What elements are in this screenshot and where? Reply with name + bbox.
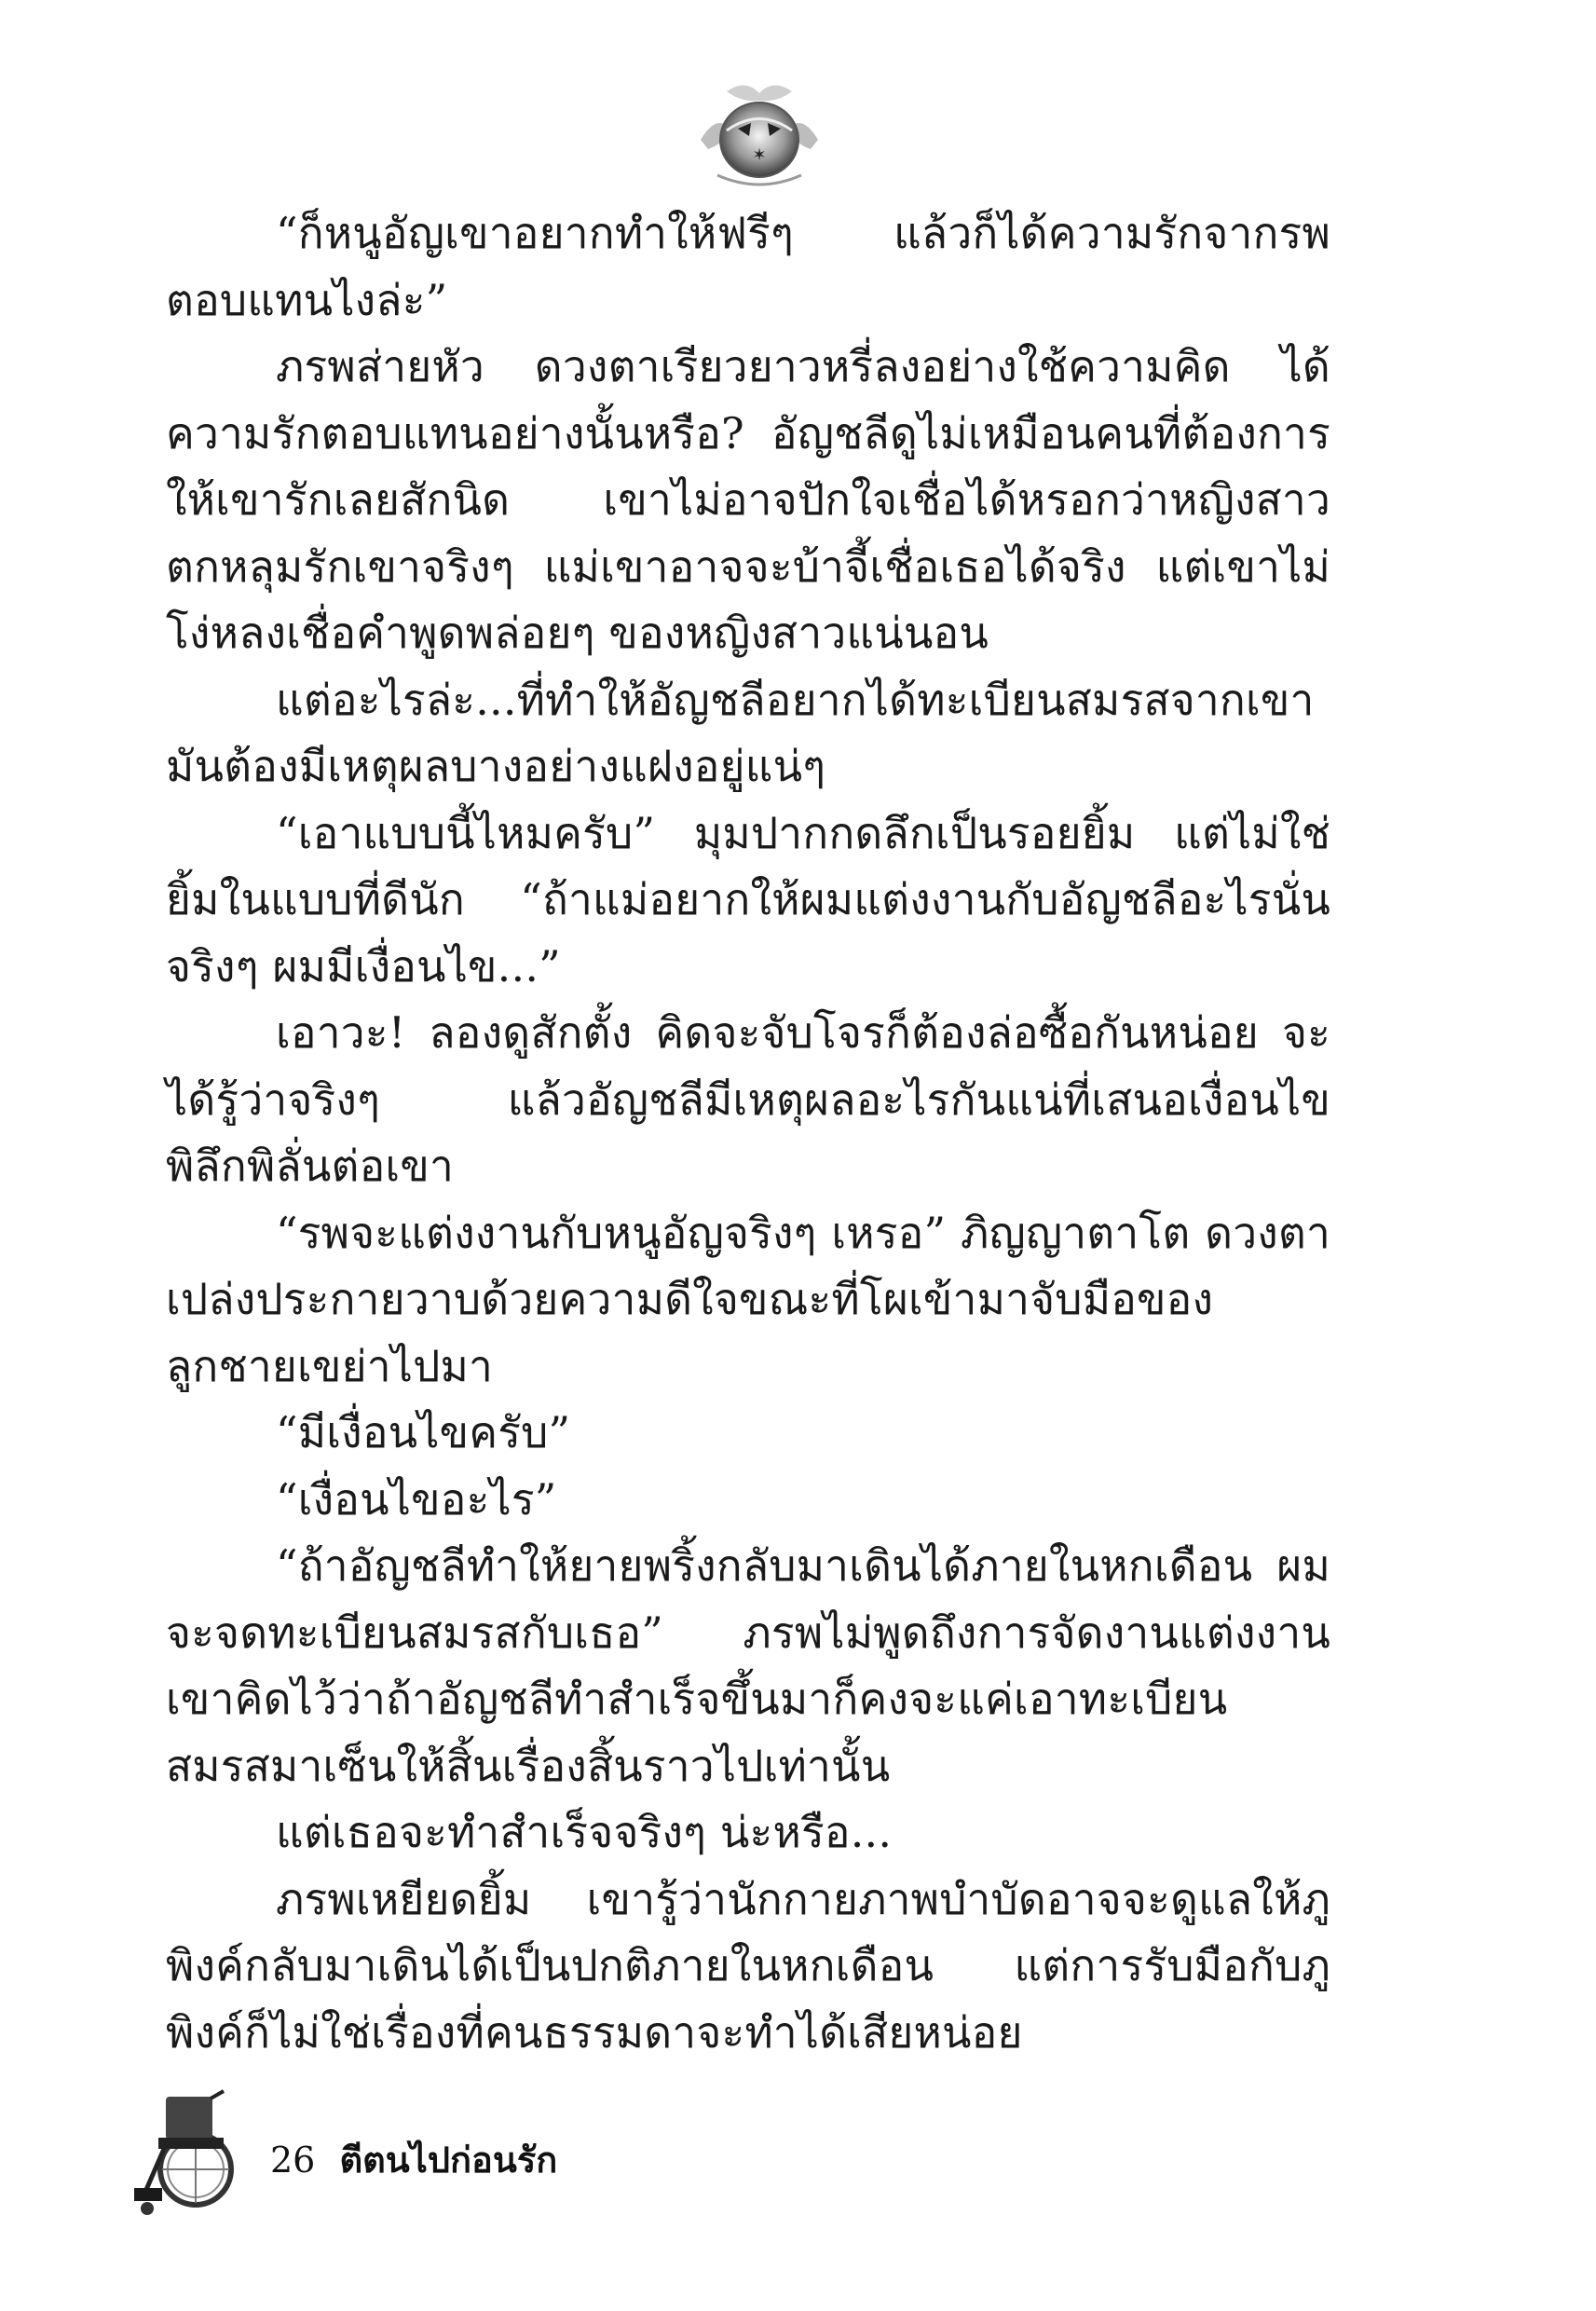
paragraph: แต่เธอจะทำสำเร็จจริงๆ น่ะหรือ... — [276, 1807, 893, 1857]
paragraph: แต่อะไรล่ะ...ที่ทำให้อัญชลีอยากได้ทะเบียนสมรสจากเขา มันต้องมีเหตุผลบางอย่างแฝงอยู่แน่ๆ — [166, 674, 1315, 791]
paragraph: “มีเงื่อนไขครับ” — [276, 1407, 571, 1457]
book-title: ตีตนไปก่อนรัก — [339, 2140, 558, 2181]
paragraph: “ก็หนูอัญเขาอยากทำให้ฟรีๆ แล้วก็ได้ความรักจากรพตอบแทนไงล่ะ” — [166, 208, 1330, 325]
paragraph: ภรพเหยียดยิ้ม เขารู้ว่านักกายภาพบำบัดอาจจะดูแลให้ภูพิงค์กลับมาเดินได้เป็นปกติภายในหกเดือน แต่การรับมือกับภูพิงค์ก็ไม่ใช่เรื่องที่คนธรรมดาจะทำได้เสียหน่อย — [166, 1873, 1330, 2058]
paragraph: เอาวะ! ลองดูสักตั้ง คิดจะจับโจรก็ต้องล่อซื้อกันหน่อย จะได้รู้ว่าจริงๆ แล้วอัญชลีมีเหตุผลอะไรกันแน่ที่เสนอเงื่อนไขพิลึกพิลั่นต่อเขา — [166, 1007, 1330, 1191]
page-footer — [130, 2087, 689, 2218]
wheelchair-icon — [130, 2087, 242, 2218]
paragraph: “รพจะแต่งงานกับหนูอัญจริงๆ เหรอ” ภิญญาตาโต ดวงตาเปล่งประกายวาบด้วยความดีใจขณะที่โผเข้ามาจับมือของลูกชายเขย่าไปมา — [166, 1207, 1330, 1391]
paragraph: ภรพส่ายหัว ดวงตาเรียวยาวหรี่ลงอย่างใช้ความคิด ได้ความรักตอบแทนอย่างนั้นหรือ? อัญชลีดูไม่เหมือนคนที่ต้องการให้เขารักเลยสักนิด เขาไม่อาจปักใจเชื่อได้หรอกว่าหญิงสาวตกหลุมรักเขาจริงๆ แม่เขาอาจจะบ้าจี้เชื่อเธอได้จริง แต่เขาไม่โง่หลงเชื่อคำพูดพล่อยๆ ของหญิงสาวแน่นอน — [166, 341, 1330, 658]
paragraph: “เอาแบบนี้ไหมครับ” มุมปากกดลึกเป็นรอยยิ้ม แต่ไม่ใช่ยิ้มในแบบที่ดีนัก “ถ้าแม่อยากให้ผมแต่งงานกับอัญชลีอะไรนั่นจริงๆ ผมมีเงื่อนไข...” — [166, 807, 1330, 991]
page-number: 26 — [270, 2140, 316, 2181]
decorative-book-logo-icon — [689, 75, 829, 196]
paragraph: “เงื่อนไขอะไร” — [276, 1473, 557, 1525]
body-text — [166, 200, 1330, 2066]
paragraph: “ถ้าอัญชลีทำให้ยายพริ้งกลับมาเดินได้ภายในหกเดือน ผมจะจดทะเบียนสมรสกับเธอ” ภรพไม่พูดถึงการจัดงานแต่งงาน เขาคิดไว้ว่าถ้าอัญชลีทำสำเร็จขึ้นมาก็คงจะแค่เอาทะเบียนสมรสมาเซ็นให้สิ้นเรื่องสิ้นราวไปเท่านั้น — [166, 1540, 1330, 1791]
footer-caption — [270, 2139, 557, 2181]
svg-text:✶: ✶ — [752, 145, 767, 165]
